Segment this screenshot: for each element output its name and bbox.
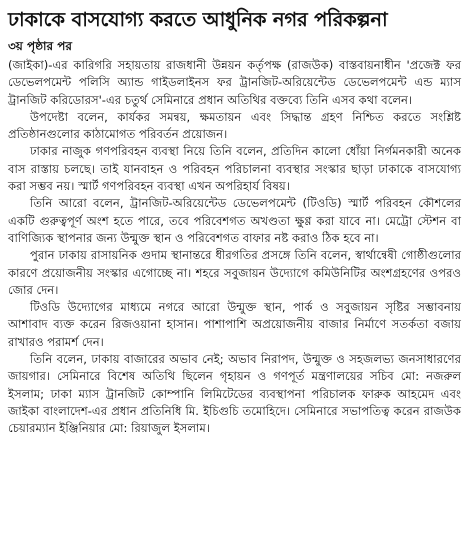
article-body xyxy=(8,57,461,438)
article-paragraph: পুরান ঢাকায় রাসায়নিক গুদাম স্থানান্তরে ধীরগতির প্রসঙ্গে তিনি বলেন, স্বার্থান্বেষী গোষ্ঠীগুলোর কারণে প্রয়োজনীয় সংস্কার এগোচ্ছে না। শহরে সবুজায়ন উদ্যোগে কমিউনিটির অংশগ্রহণের ওপরও জোর দেন। xyxy=(8,248,461,297)
article-paragraph: উপদেষ্টা বলেন, কার্যকর সমন্বয়, ক্ষমতায়ন এবং সিদ্ধান্ত গ্রহণ নিশ্চিত করতে সংশ্লিষ্ট প্রতিষ্ঠানগুলোর কাঠামোগত পরিবর্তন প্রয়োজন। xyxy=(8,109,461,142)
continued-from-label: ৩য় পৃষ্ঠার পর xyxy=(8,39,73,53)
article-paragraph: ঢাকার নাজুক গণপরিবহন ব্যবস্থা নিয়ে তিনি বলেন, প্রতিদিন কালো ধোঁয়া নির্গমনকারী অনেক বাস রাস্তায় চলছে। তাই যানবাহন ও পরিবহন পরিচালনা ব্যবস্থার সংস্কার ছাড়া ঢাকাকে বাসযোগ্য করা সম্ভব নয়। স্মার্ট গণপরিবহন ব্যবস্থা এখন অপরিহার্য বিষয়। xyxy=(8,144,461,194)
article-paragraph: টিওডি উদ্যোগের মাধ্যমে নগরে আরো উন্মুক্ত স্থান, পার্ক ও সবুজায়ন সৃষ্টির সম্ভাবনায় আশাবাদ ব্যক্ত করেন রিজওয়ানা হাসান। পাশাপাশি অপ্রয়োজনীয় বাজার নির্মাণে সতর্কতা বজায় রাখারও পরামর্শ দেন। xyxy=(8,300,461,349)
article-paragraph: তিনি বলেন, ঢাকায় বাজারের অভাব নেই; অভাব নিরাপদ, উন্মুক্ত ও সহজলভ্য জনসাধারণের জায়গার। সেমিনারে বিশেষ অতিথি ছিলেন গৃহায়ন ও গণপূর্ত মন্ত্রণালয়ের সচিব মো: নজরুল ইসলাম; ঢাকা ম্যাস ট্রানজিট কোম্পানি লিমিটেডের ব্যবস্থাপনা পরিচালক ফারুক আহমেদ এবং জাইকা বাংলাদেশ-এর প্রধান প্রতিনিধি মি. ইচিগুচি তমোহিদে। সেমিনারে সভাপতিত্ব করেন রাজউক চেয়ারম্যান ইঞ্জিনিয়ার মো: রিয়াজুল ইসলাম। xyxy=(8,352,461,436)
article-paragraph: (জাইকা)-এর কারিগরি সহায়তায় রাজধানী উন্নয়ন কর্তৃপক্ষ (রাজউক) বাস্তবায়নাধীন 'প্রজেক্ট ফর ডেভেলপমেন্ট পলিসি অ্যান্ড গাইডলাইনস ফর ট্রানজিট-অরিয়েন্টেড ডেভেলপমেন্ট এন্ড ম্যাস ট্রানজিট করিডোরস'-এর চতুর্থ সেমিনারে প্রধান অতিথির বক্তব্যে তিনি এসব কথা বলেন। xyxy=(8,58,461,107)
article-paragraph: তিনি আরো বলেন, ট্রানজিট-অরিয়েন্টেড ডেভেলপমেন্ট (টিওডি) স্মার্ট পরিবহন কৌশলের একটি গুরুত্বপূর্ণ অংশ হতে পারে, তবে পরিবেশগত অখণ্ডতা ক্ষুণ্ণ করা যাবে না। মেট্রো স্টেশন বা বাণিজ্যিক স্থাপনার জন্য উন্মুক্ত স্থান ও পরিবেশগত বাফার নষ্ট করাও ঠিক হবে না। xyxy=(8,196,461,245)
article-headline: ঢাকাকে বাসযোগ্য করতে আধুনিক নগর পরিকল্পনা xyxy=(8,8,388,31)
